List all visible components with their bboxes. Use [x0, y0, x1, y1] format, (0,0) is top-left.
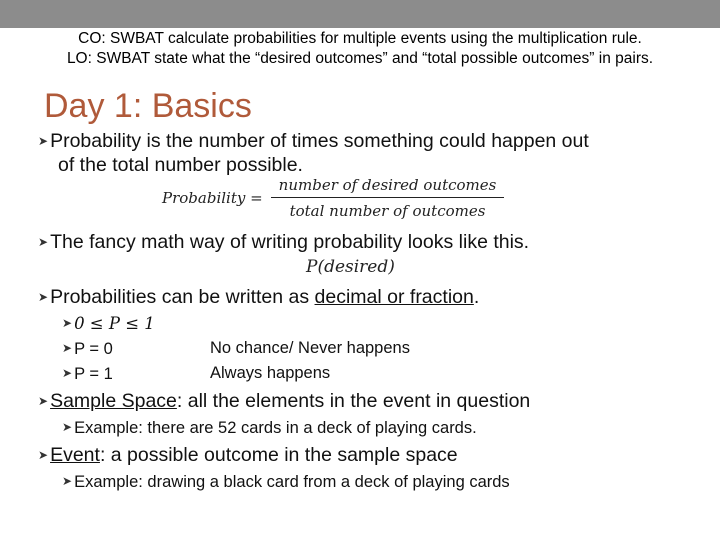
bullet-definition [38, 129, 589, 153]
formula-denominator: total number of outcomes [289, 202, 486, 220]
bullet-event [38, 443, 458, 467]
sub-event-example [62, 470, 510, 493]
written-as-prefix: Probabilities can be written as [50, 286, 315, 308]
language-objective: LO: SWBAT state what the “desired outcomes” and “total possible outcomes” in pairs. [66, 50, 654, 67]
definition-line-2: of the total number possible. [58, 154, 303, 176]
arrow-bullet-icon: ➤ [62, 316, 73, 330]
p-one-desc: Always happens [210, 364, 331, 382]
sub-sample-space-example [62, 416, 477, 439]
arrow-bullet-icon: ➤ [38, 394, 49, 408]
event-example: Example: drawing a black card from a deck of playing cards [74, 473, 510, 491]
probability-range: 0 ≤ P ≤ 1 [74, 314, 155, 333]
probability-formula [162, 176, 504, 220]
bullet-sample-space [38, 389, 530, 413]
formula-lhs: Probability = [162, 189, 263, 207]
arrow-bullet-icon: ➤ [38, 235, 49, 249]
p-one-label: P = 1 [74, 365, 113, 383]
sub-p-zero [62, 337, 462, 360]
sample-space-example: Example: there are 52 cards in a deck of playing cards. [74, 419, 477, 437]
arrow-bullet-icon: ➤ [38, 448, 49, 462]
decimal-or-fraction-term: decimal or fraction [314, 286, 474, 308]
arrow-bullet-icon: ➤ [38, 134, 49, 148]
p-zero-desc: No chance/ Never happens [210, 339, 410, 357]
objectives [0, 29, 720, 69]
bullet-written-as [38, 285, 479, 309]
arrow-bullet-icon: ➤ [38, 290, 49, 304]
arrow-bullet-icon: ➤ [62, 341, 73, 355]
arrow-bullet-icon: ➤ [62, 420, 73, 434]
sample-space-desc: : all the elements in the event in question [176, 390, 531, 412]
content-objective: CO: SWBAT calculate probabilities for multiple events using the multiplication rule. [78, 30, 642, 47]
arrow-bullet-icon: ➤ [62, 366, 73, 380]
formula-numerator: number of desired outcomes [271, 176, 505, 198]
written-as-suffix: . [473, 286, 480, 308]
p-zero-label: P = 0 [74, 340, 113, 358]
sample-space-term: Sample Space [50, 390, 177, 412]
fancy-math-text: The fancy math way of writing probability looks like this. [50, 231, 530, 253]
sub-p-one [62, 362, 462, 385]
formula-fraction [271, 176, 505, 220]
event-term: Event [50, 444, 100, 466]
p-desired-notation: P(desired) [306, 257, 395, 277]
sub-range [62, 312, 155, 335]
slide-title: Day 1: Basics [44, 87, 252, 125]
arrow-bullet-icon: ➤ [62, 474, 73, 488]
event-desc: : a possible outcome in the sample space [99, 444, 458, 466]
bullet-fancy-math [38, 230, 529, 254]
definition-line-1: Probability is the number of times something could happen out [50, 130, 589, 152]
top-bar [0, 0, 720, 28]
